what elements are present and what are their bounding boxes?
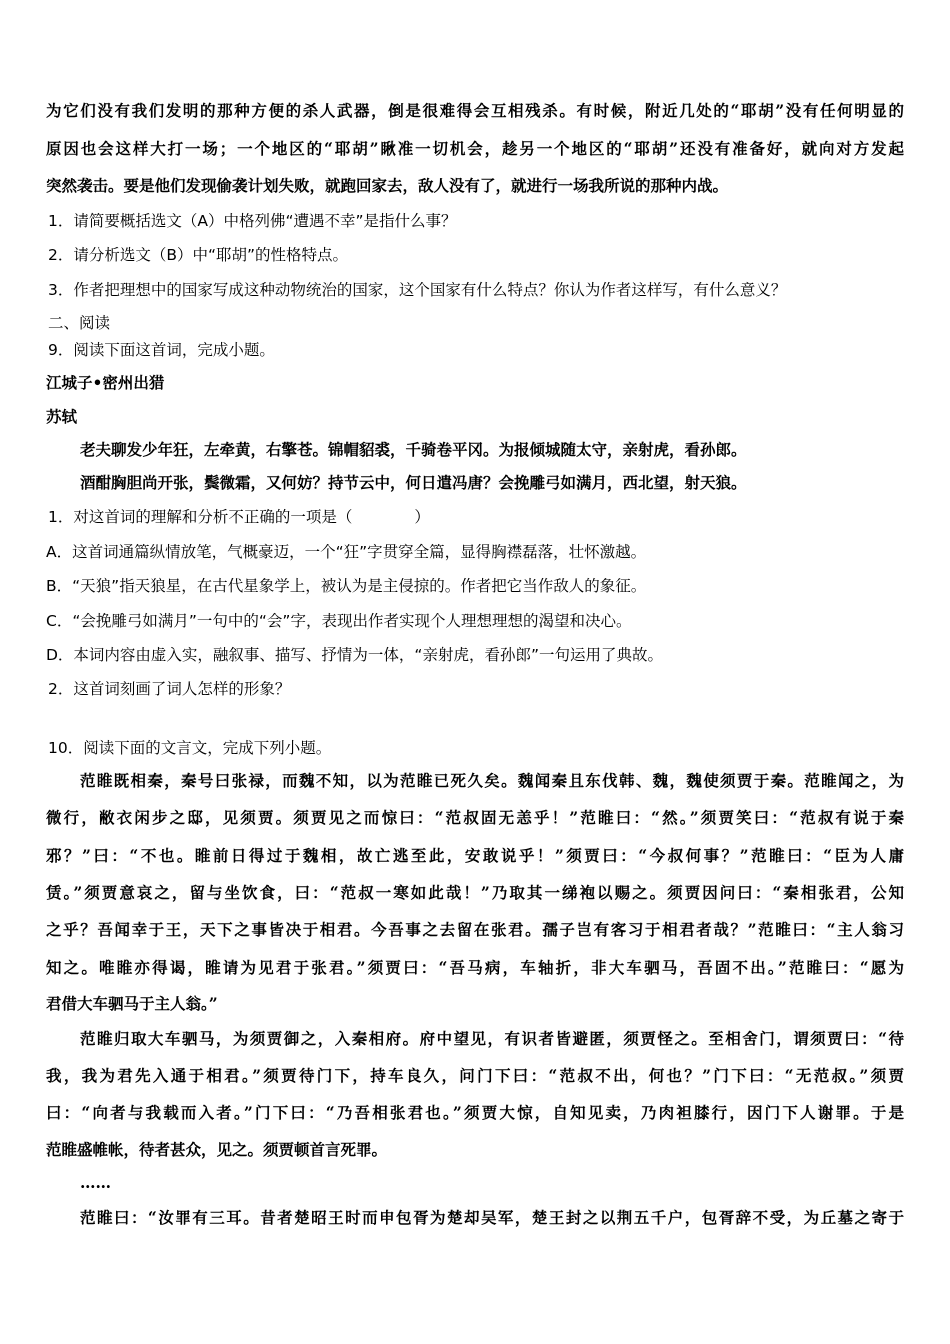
- question-9-sub-2: 2．这首词刻画了词人怎样的形象？: [48, 680, 291, 698]
- classical-text-line: 曰：“向者与我载而入者。”门下曰：“乃吾相张君也。”须贾大惊，自知见卖，乃肉袒膝行，因门下人谢罪。于是: [46, 1103, 904, 1122]
- classical-text-line: 微行，敝衣闲步之邸，见须贾。须贾见之而惊曰：“范叔固无恙乎！”范睢曰：“然。”须贾笑曰：“范叔有说于秦: [46, 808, 904, 827]
- classical-text-line: 范睢盛帷帐，待者甚众，见之。须贾顿首言死罪。: [46, 1140, 388, 1159]
- classical-text-line: 知之。唯睢亦得谒，睢请为见君于张君。”须贾曰：“吾马病，车轴折，非大车驷马，吾固不出。”范睢曰：“愿为: [46, 958, 904, 977]
- passage-line: 突然袭击。要是他们发现偷袭计划失败，就跑回家去，敌人没有了，就进行一场我所说的那种内战。: [46, 176, 729, 195]
- classical-text-line: 范睢归取大车驷马，为须贾御之，入秦相府。府中望见，有识者皆避匿，须贾怪之。至相舍门，谓须贾曰：“待: [80, 1029, 904, 1048]
- question-8-sub-2: 2．请分析选文（B）中“耶胡”的性格特点。: [48, 246, 349, 264]
- classical-text-line: 之乎？吾闻幸于王，天下之事皆决于相君。今吾事之去留在张君。孺子岂有客习于相君者哉？”范睢曰：“主人翁习: [46, 920, 904, 939]
- poem-author: 苏轼: [46, 407, 78, 426]
- option-c: C．“会挽雕弓如满月”一句中的“会”字，表现出作者实现个人理想理想的渴望和决心。: [46, 612, 632, 630]
- classical-text-line: 赁。”须贾意哀之，留与坐饮食，曰：“范叔一寒如此哉！”乃取其一绨袍以赐之。须贾因问曰：“秦相张君，公知: [46, 883, 904, 902]
- question-8-sub-3: 3．作者把理想中的国家写成这种动物统治的国家，这个国家有什么特点？你认为作者这样写，有什么意义？: [48, 281, 787, 299]
- question-10-heading: 10．阅读下面的文言文，完成下列小题。: [48, 739, 332, 757]
- question-9-heading: 9．阅读下面这首词，完成小题。: [48, 341, 275, 359]
- poem-line: 老夫聊发少年狂，左牵黄，右擎苍。锦帽貂裘，千骑卷平冈。为报倾城随太守，亲射虎，看孙郎。: [80, 440, 747, 459]
- option-d: D．本词内容由虚入实，融叙事、描写、抒情为一体，“亲射虎，看孙郎”一句运用了典故。: [46, 646, 663, 664]
- classical-text-line: 范睢曰：“汝罪有三耳。昔者楚昭王时而申包胥为楚却吴军，楚王封之以荆五千户，包胥辞不受，为丘墓之寄于: [80, 1208, 904, 1227]
- passage-line: 为它们没有我们发明的那种方便的杀人武器，倒是很难得会互相残杀。有时候，附近几处的“耶胡”没有任何明显的: [46, 101, 904, 120]
- poem-title: 江城子•密州出猎: [46, 373, 165, 392]
- question-9-sub-1: 1．对这首词的理解和分析不正确的一项是（ ）: [48, 508, 430, 526]
- poem-line: 酒酣胸胆尚开张，鬓微霜，又何妨？持节云中，何日遣冯唐？会挽雕弓如满月，西北望，射天狼。: [80, 473, 747, 492]
- ellipsis: ……: [80, 1173, 111, 1192]
- section-heading: 二、阅读: [48, 314, 111, 332]
- option-a: A．这首词通篇纵情放笔，气概豪迈，一个“狂”字贯穿全篇，显得胸襟磊落，壮怀激越。: [46, 543, 647, 561]
- classical-text-line: 范睢既相秦，秦号曰张禄，而魏不知，以为范睢已死久矣。魏闻秦且东伐韩、魏，魏使须贾于秦。范睢闻之，为: [80, 771, 904, 790]
- passage-line: 原因也会这样大打一场；一个地区的“耶胡”瞅准一切机会，趁另一个地区的“耶胡”还没有准备好，就向对方发起: [46, 139, 904, 158]
- classical-text-line: 我，我为君先入通于相君。”须贾待门下，持车良久，问门下曰：“范叔不出，何也？”门下曰：“无范叔。”须贾: [46, 1066, 904, 1085]
- classical-text-line: 君借大车驷马于主人翁。”: [46, 994, 218, 1013]
- classical-text-line: 邪？”曰：“不也。睢前日得过于魏相，故亡逃至此，安敢说乎！”须贾曰：“今叔何事？”范睢曰：“臣为人庸: [46, 846, 904, 865]
- option-b: B．“天狼”指天狼星，在古代星象学上，被认为是主侵掠的。作者把它当作敌人的象征。: [46, 577, 647, 595]
- question-8-sub-1: 1．请简要概括选文（A）中格列佛“遭遇不幸”是指什么事？: [48, 212, 457, 230]
